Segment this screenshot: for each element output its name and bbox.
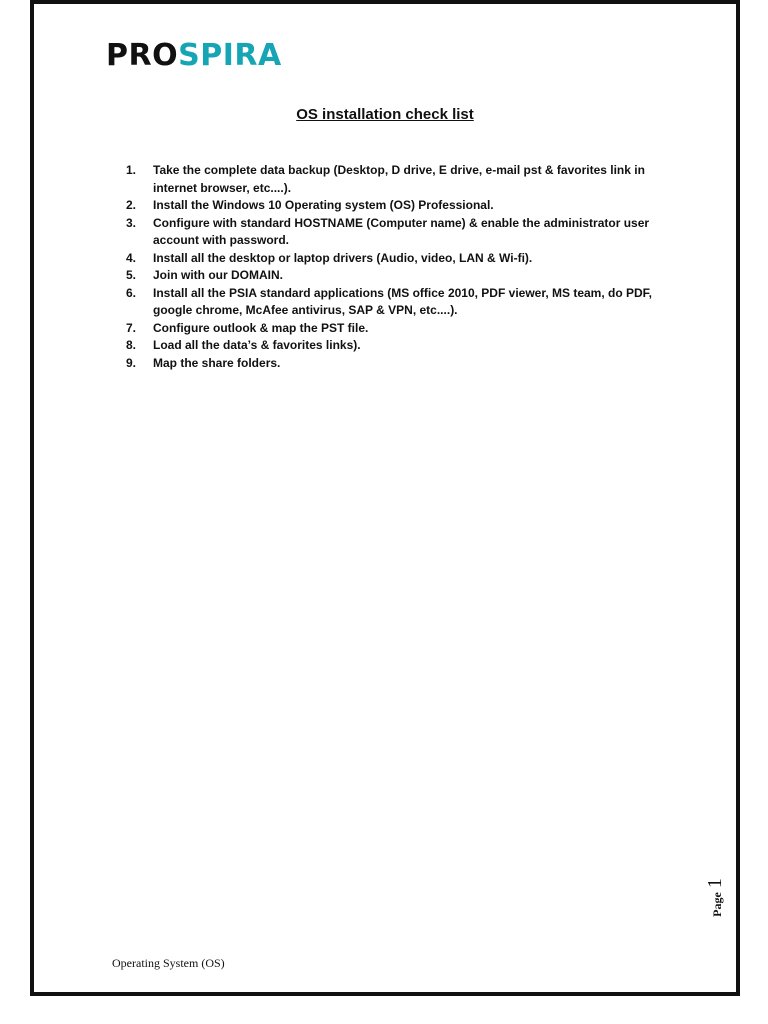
checklist-item [120,320,660,338]
item-text: Install all the desktop or laptop drivers (Audio, video, LAN & Wi-fi). [153,250,533,265]
item-number: 7. [126,320,137,335]
prospira-logo [106,38,282,74]
item-number: 4. [126,250,137,265]
checklist-item [120,197,660,215]
item-text: Load all the data’s & favorites links). [153,338,361,352]
checklist-item [120,285,660,320]
item-number: 5. [126,268,137,282]
item-text: Install all the PSIA standard applications (MS office 2010, PDF viewer, MS team, do PDF, google chrome, McAfee antivirus, SAP & VPN, etc....). [153,285,653,317]
checklist-item [120,337,660,355]
item-text: Configure outlook & map the PST file. [153,320,369,335]
item-number: 2. [126,198,137,212]
page-word: Page [709,892,724,917]
checklist-item [120,162,660,197]
item-text: Map the share folders. [153,355,281,370]
item-text: Install the Windows 10 Operating system (OS) Professional. [153,198,494,212]
item-text: Join with our DOMAIN. [153,268,283,282]
checklist-item [120,250,660,268]
item-number: 3. [126,215,137,230]
checklist-item [120,355,660,373]
checklist-item [120,267,660,285]
item-text: Configure with standard HOSTNAME (Computer name) & enable the administrator user account with password. [153,215,650,247]
document-title: OS installation check list [296,106,474,123]
item-number: 6. [126,285,137,300]
checklist [120,162,660,372]
checklist-item [120,215,660,250]
item-number: 1. [126,163,137,177]
document-page [30,0,740,996]
footer-text: Operating System (OS) [112,956,225,970]
page-number: 1 [703,878,726,889]
logo-text-pro: PRO [106,38,179,73]
item-text: Take the complete data backup (Desktop, D drive, E drive, e-mail pst & favorites link in internet browser, etc....). [153,163,645,195]
logo-text-spira: SPIRA [178,38,282,73]
item-number: 9. [126,355,137,370]
item-number: 8. [126,338,137,352]
page-number-label [703,876,734,924]
